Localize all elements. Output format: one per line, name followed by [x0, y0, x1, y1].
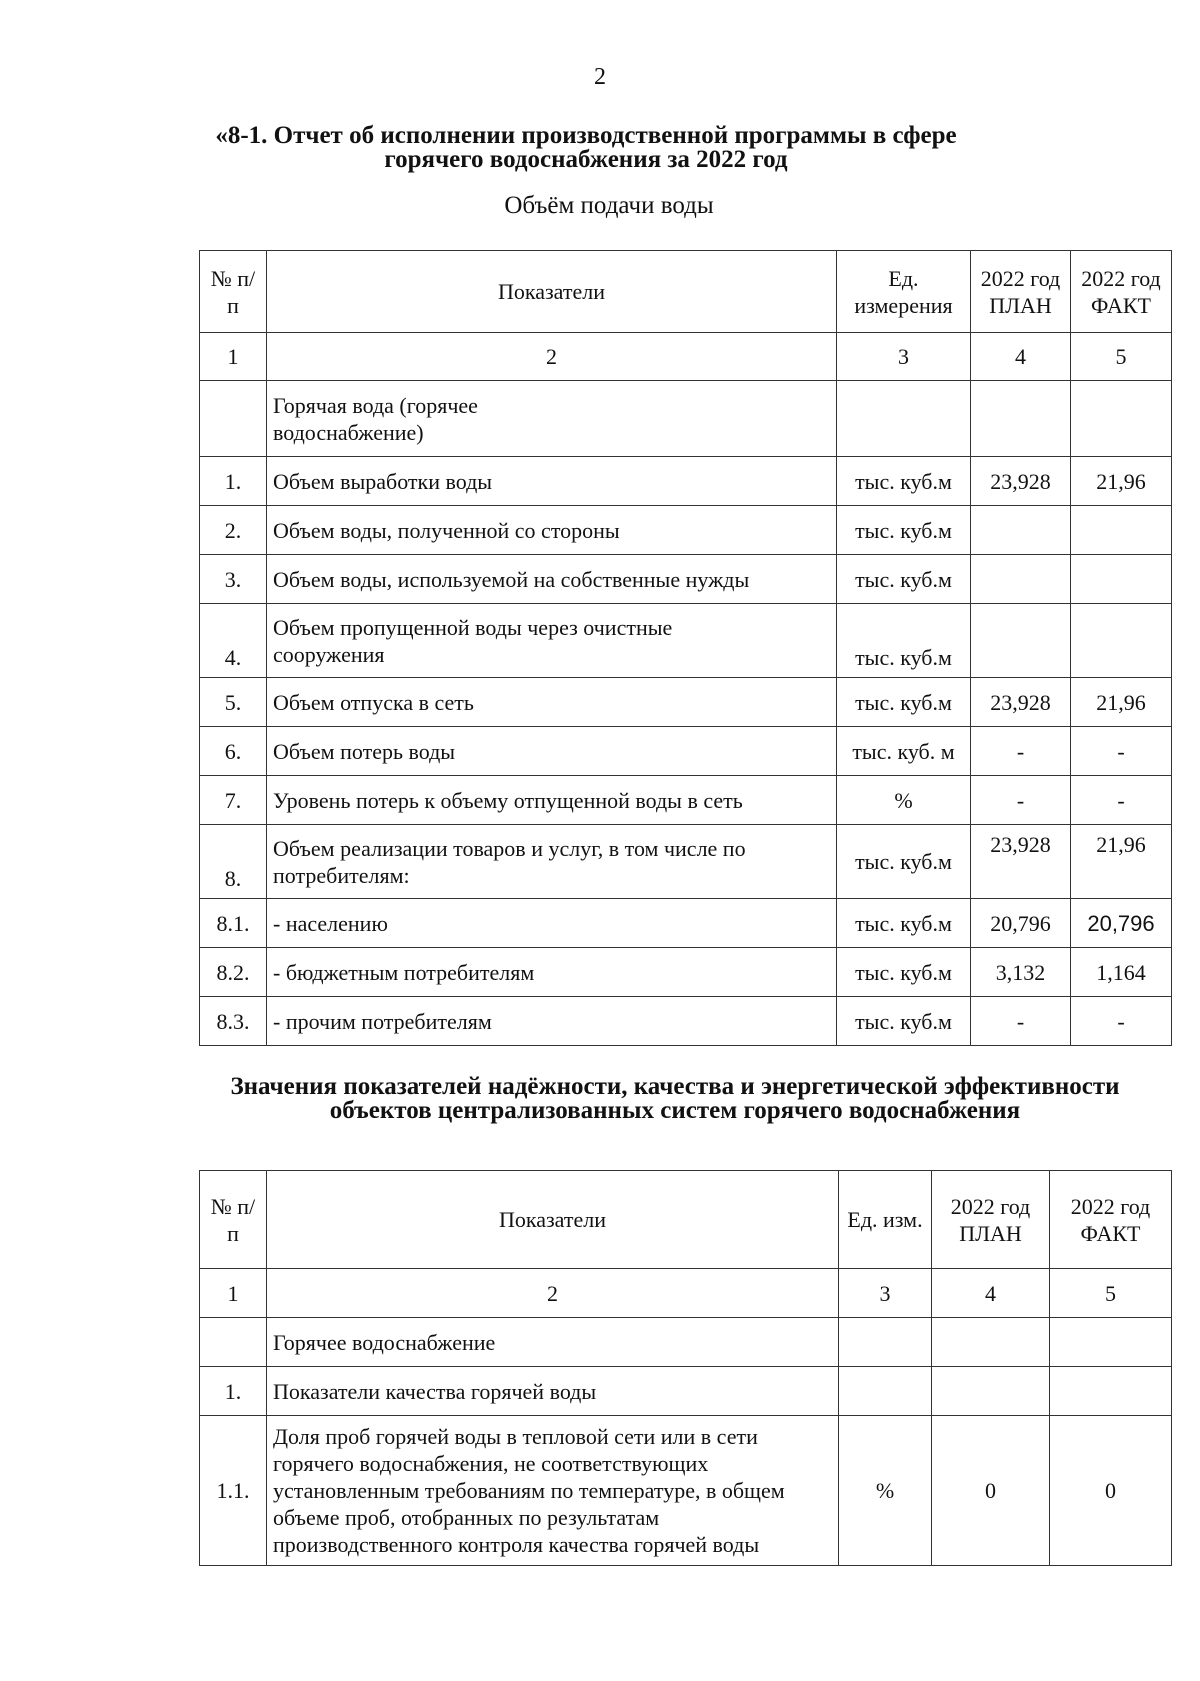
row-number: 8.3. — [200, 997, 267, 1046]
row-plan: - — [971, 776, 1071, 825]
row-fact: 0 — [1050, 1416, 1172, 1566]
table-row — [200, 825, 1172, 899]
row-number: 6. — [200, 727, 267, 776]
row-unit: тыс. куб.м — [837, 899, 971, 948]
table-row — [200, 776, 1172, 825]
row-indicator: Доля проб горячей воды в тепловой сети или в сети горячего водоснабжения, не соответствующих установленным требованиям по температуре, в общем объеме проб, отобранных по результатам производственного контроля качества горячей воды — [267, 1416, 839, 1566]
row-fact: 21,96 — [1071, 678, 1172, 727]
row-fact — [1071, 604, 1172, 678]
column-number: 1 — [200, 333, 267, 381]
row-plan: 23,928 — [971, 825, 1071, 899]
row-fact — [1071, 555, 1172, 604]
section-label: Горячая вода (горячее водоснабжение) — [267, 381, 837, 457]
row-indicator: Объем воды, используемой на собственные нужды — [267, 555, 837, 604]
table-header-row — [200, 1171, 1172, 1269]
column-number-row — [200, 333, 1172, 381]
header-cell: 2022 год ФАКТ — [1071, 251, 1172, 333]
header-cell: Показатели — [267, 1171, 839, 1269]
row-unit: тыс. куб.м — [837, 555, 971, 604]
row-fact: - — [1071, 727, 1172, 776]
section-heading: Значения показателей надёжности, качества и энергетической эффективности объектов централизованных систем горячего водоснабжения — [230, 1073, 1120, 1124]
row-unit: тыс. куб. м — [837, 727, 971, 776]
table-row — [200, 997, 1172, 1046]
row-number: 8.1. — [200, 899, 267, 948]
row-plan: - — [971, 997, 1071, 1046]
column-number: 4 — [971, 333, 1071, 381]
header-cell: Ед. изм. — [839, 1171, 932, 1269]
table-row — [200, 948, 1172, 997]
column-number-row — [200, 1269, 1172, 1318]
column-number: 2 — [267, 1269, 839, 1318]
table-row — [200, 506, 1172, 555]
row-indicator: Показатели качества горячей воды — [267, 1367, 839, 1416]
column-number: 5 — [1050, 1269, 1172, 1318]
row-indicator: Объем отпуска в сеть — [267, 678, 837, 727]
table-row — [200, 555, 1172, 604]
row-plan: - — [971, 727, 1071, 776]
section-label: Горячее водоснабжение — [267, 1318, 839, 1367]
column-number: 3 — [839, 1269, 932, 1318]
row-unit: тыс. куб.м — [837, 997, 971, 1046]
row-number: 7. — [200, 776, 267, 825]
row-plan: 23,928 — [971, 678, 1071, 727]
table-row — [200, 727, 1172, 776]
row-unit: тыс. куб.м — [837, 948, 971, 997]
row-number: 1. — [200, 457, 267, 506]
row-fact — [1071, 506, 1172, 555]
reliability-indicators-table — [199, 1170, 1172, 1566]
row-unit — [839, 1367, 932, 1416]
document-title: «8-1. Отчет об исполнении производственной программы в сфере горячего водоснабжения за 2022 год — [215, 122, 957, 173]
row-indicator: - бюджетным потребителям — [267, 948, 837, 997]
row-indicator: Объем выработки воды — [267, 457, 837, 506]
column-number: 4 — [932, 1269, 1050, 1318]
table-row — [200, 1416, 1172, 1566]
header-cell: 2022 год ФАКТ — [1050, 1171, 1172, 1269]
row-plan — [932, 1367, 1050, 1416]
row-indicator: - прочим потребителям — [267, 997, 837, 1046]
row-number: 8.2. — [200, 948, 267, 997]
column-number: 2 — [267, 333, 837, 381]
column-number: 3 — [837, 333, 971, 381]
row-plan — [971, 555, 1071, 604]
row-fact: 21,96 — [1071, 825, 1172, 899]
row-number: 1.1. — [200, 1416, 267, 1566]
row-fact: - — [1071, 997, 1172, 1046]
row-unit: % — [839, 1416, 932, 1566]
row-fact: 21,96 — [1071, 457, 1172, 506]
row-plan: 0 — [932, 1416, 1050, 1566]
water-supply-table — [199, 250, 1172, 1046]
column-number: 5 — [1071, 333, 1172, 381]
header-cell: Показатели — [267, 251, 837, 333]
row-plan — [971, 604, 1071, 678]
row-unit: тыс. куб.м — [837, 457, 971, 506]
table-header-row — [200, 251, 1172, 333]
row-number: 5. — [200, 678, 267, 727]
column-number: 1 — [200, 1269, 267, 1318]
row-unit: тыс. куб.м — [837, 678, 971, 727]
row-plan: 3,132 — [971, 948, 1071, 997]
header-cell: Ед. измерения — [837, 251, 971, 333]
table-row — [200, 899, 1172, 948]
header-cell: 2022 год ПЛАН — [932, 1171, 1050, 1269]
header-cell: № п/п — [200, 251, 267, 333]
row-plan: 23,928 — [971, 457, 1071, 506]
row-unit: тыс. куб.м — [837, 604, 971, 678]
row-fact: - — [1071, 776, 1172, 825]
row-unit: тыс. куб.м — [837, 825, 971, 899]
row-indicator: - населению — [267, 899, 837, 948]
row-fact — [1050, 1367, 1172, 1416]
row-indicator: Объем пропущенной воды через очистные сооружения — [267, 604, 837, 678]
table-row — [200, 1367, 1172, 1416]
section-row — [200, 1318, 1172, 1367]
table-row — [200, 604, 1172, 678]
row-indicator: Объем воды, полученной со стороны — [267, 506, 837, 555]
section-row — [200, 381, 1172, 457]
table-row — [200, 678, 1172, 727]
row-unit: % — [837, 776, 971, 825]
row-plan — [971, 506, 1071, 555]
header-cell: № п/п — [200, 1171, 267, 1269]
row-number: 4. — [200, 604, 267, 678]
row-indicator: Объем потерь воды — [267, 727, 837, 776]
row-plan: 20,796 — [971, 899, 1071, 948]
header-cell: 2022 год ПЛАН — [971, 251, 1071, 333]
row-number: 2. — [200, 506, 267, 555]
row-indicator: Уровень потерь к объему отпущенной воды в сеть — [267, 776, 837, 825]
page-number: 2 — [594, 64, 606, 90]
row-number: 8. — [200, 825, 267, 899]
row-indicator: Объем реализации товаров и услуг, в том числе по потребителям: — [267, 825, 837, 899]
table1-subtitle: Объём подачи воды — [504, 192, 714, 219]
table-row — [200, 457, 1172, 506]
row-fact: 1,164 — [1071, 948, 1172, 997]
row-number: 3. — [200, 555, 267, 604]
row-number: 1. — [200, 1367, 267, 1416]
row-fact: 20,796 — [1071, 899, 1172, 948]
row-unit: тыс. куб.м — [837, 506, 971, 555]
